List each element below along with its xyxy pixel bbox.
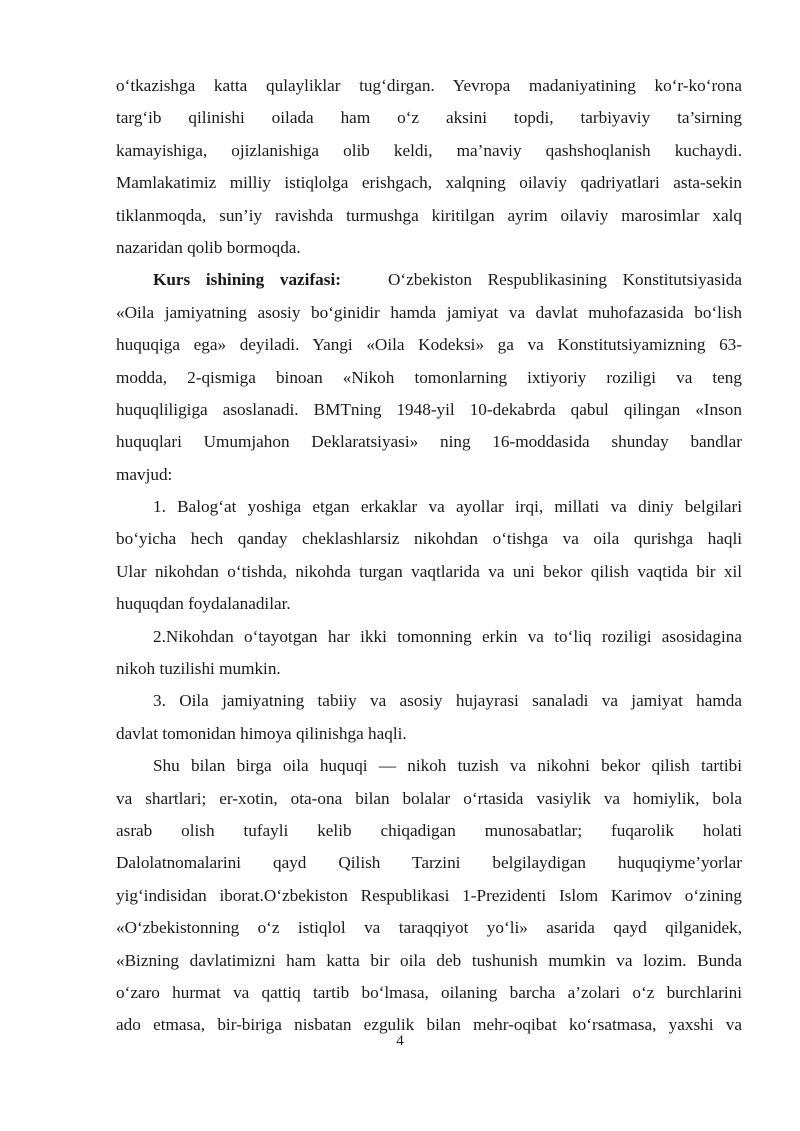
- list-item-line: 2.Nikohdan o‘tayotgan har ikki tomonning erkin va to‘liq roziligi asosidagina: [153, 626, 742, 646]
- paragraph-start-line: Shu bilan birga oila huquqi — nikoh tuzish va nikohni bekor qilish tartibi: [153, 756, 742, 776]
- text-line: o‘zaro hurmat va qattiq tartib bo‘lmasa, oilaning barcha a’zolari o‘z burchlarini: [116, 982, 742, 1002]
- document-body: [116, 70, 742, 1042]
- text-line: huquqliligiga asoslanadi. BMTning 1948-yil 10-dekabrda qabul qilingan «Inson: [116, 399, 742, 419]
- list-item-line: 3. Oila jamiyatning tabiiy va asosiy hujayrasi sanaladi va jamiyat hamda: [153, 691, 742, 711]
- text-line: Mamlakatimiz milliy istiqlolga erishgach, xalqning oilaviy qadriyatlari asta-sekin: [116, 173, 742, 193]
- text-line: huquqlari Umumjahon Deklaratsiyasi» ning 16-moddasida shunday bandlar: [116, 432, 742, 452]
- text-line: davlat tomonidan himoya qilinishga haqli.: [116, 723, 407, 743]
- text-line: «O‘zbekistonning o‘z istiqlol va taraqqiyot yo‘li» asarida qayd qilganidek,: [116, 918, 742, 938]
- text-line: tiklanmoqda, sun’iy ravishda turmushga kiritilgan ayrim oilaviy marosimlar xalq: [116, 205, 742, 225]
- text-line: va shartlari; er-xotin, ota-ona bilan bolalar o‘rtasida vasiylik va homiylik, bola: [116, 788, 742, 808]
- text-line: yig‘indisidan iborat.O‘zbekiston Respublikasi 1-Prezidenti Islom Karimov o‘zining: [116, 885, 742, 905]
- text-fragment: O‘zbekiston Respublikasining Konstitutsiyasida: [387, 270, 742, 290]
- text-line: kamayishiga, ojizlanishiga olib keldi, ma’naviy qashshoqlanish kuchaydi.: [116, 140, 742, 160]
- text-line: huquqiga ega» deyiladi. Yangi «Oila Kodeksi» ga va Konstitutsiyamizning 63-: [116, 335, 742, 355]
- text-line: ado etmasa, bir-biriga nisbatan ezgulik bilan mehr-oqibat ko‘rsatmasa, yaxshi va: [116, 1015, 742, 1035]
- text-line: nazaridan qolib bormoqda.: [116, 237, 301, 257]
- text-line: targ‘ib qilinishi oilada ham o‘z aksini topdi, tarbiyaviy ta’sirning: [116, 108, 742, 128]
- text-line: bo‘yicha hech qanday cheklashlarsiz nikohdan o‘tishga va oila qurishga haqli: [116, 529, 742, 549]
- list-item-line: 1. Balog‘at yoshiga etgan erkaklar va ayollar irqi, millati va diniy belgilari: [153, 497, 742, 517]
- text-line: huquqdan foydalanadilar.: [116, 594, 291, 614]
- text-line: o‘tkazishga katta qulayliklar tug‘dirgan. Yevropa madaniyatining ko‘r-ko‘rona: [116, 76, 742, 95]
- section-heading-line: [116, 264, 742, 296]
- page-number: 4: [396, 1033, 404, 1049]
- section-heading: Kurs ishining vazifasi:: [153, 270, 341, 290]
- text-line: Ular nikohdan o‘tishda, nikohda turgan vaqtlarida va uni bekor qilish vaqtida bir xil: [116, 561, 742, 581]
- text-line: asrab olish tufayli kelib chiqadigan munosabatlar; fuqarolik holati: [116, 820, 742, 840]
- text-line: Dalolatnomalarini qayd Qilish Tarzini belgilaydigan huquqiyme’yorlar: [116, 853, 742, 873]
- text-line: «Bizning davlatimizni ham katta bir oila deb tushunish mumkin va lozim. Bunda: [116, 950, 742, 970]
- text-line: nikoh tuzilishi mumkin.: [116, 659, 281, 679]
- text-line: mavjud:: [116, 464, 173, 484]
- text-line: modda, 2-qismiga binoan «Nikoh tomonlarning ixtiyoriy roziligi va teng: [116, 367, 742, 387]
- text-line: «Oila jamiyatning asosiy bo‘ginidir hamda jamiyat va davlat muhofazasida bo‘lish: [116, 302, 742, 322]
